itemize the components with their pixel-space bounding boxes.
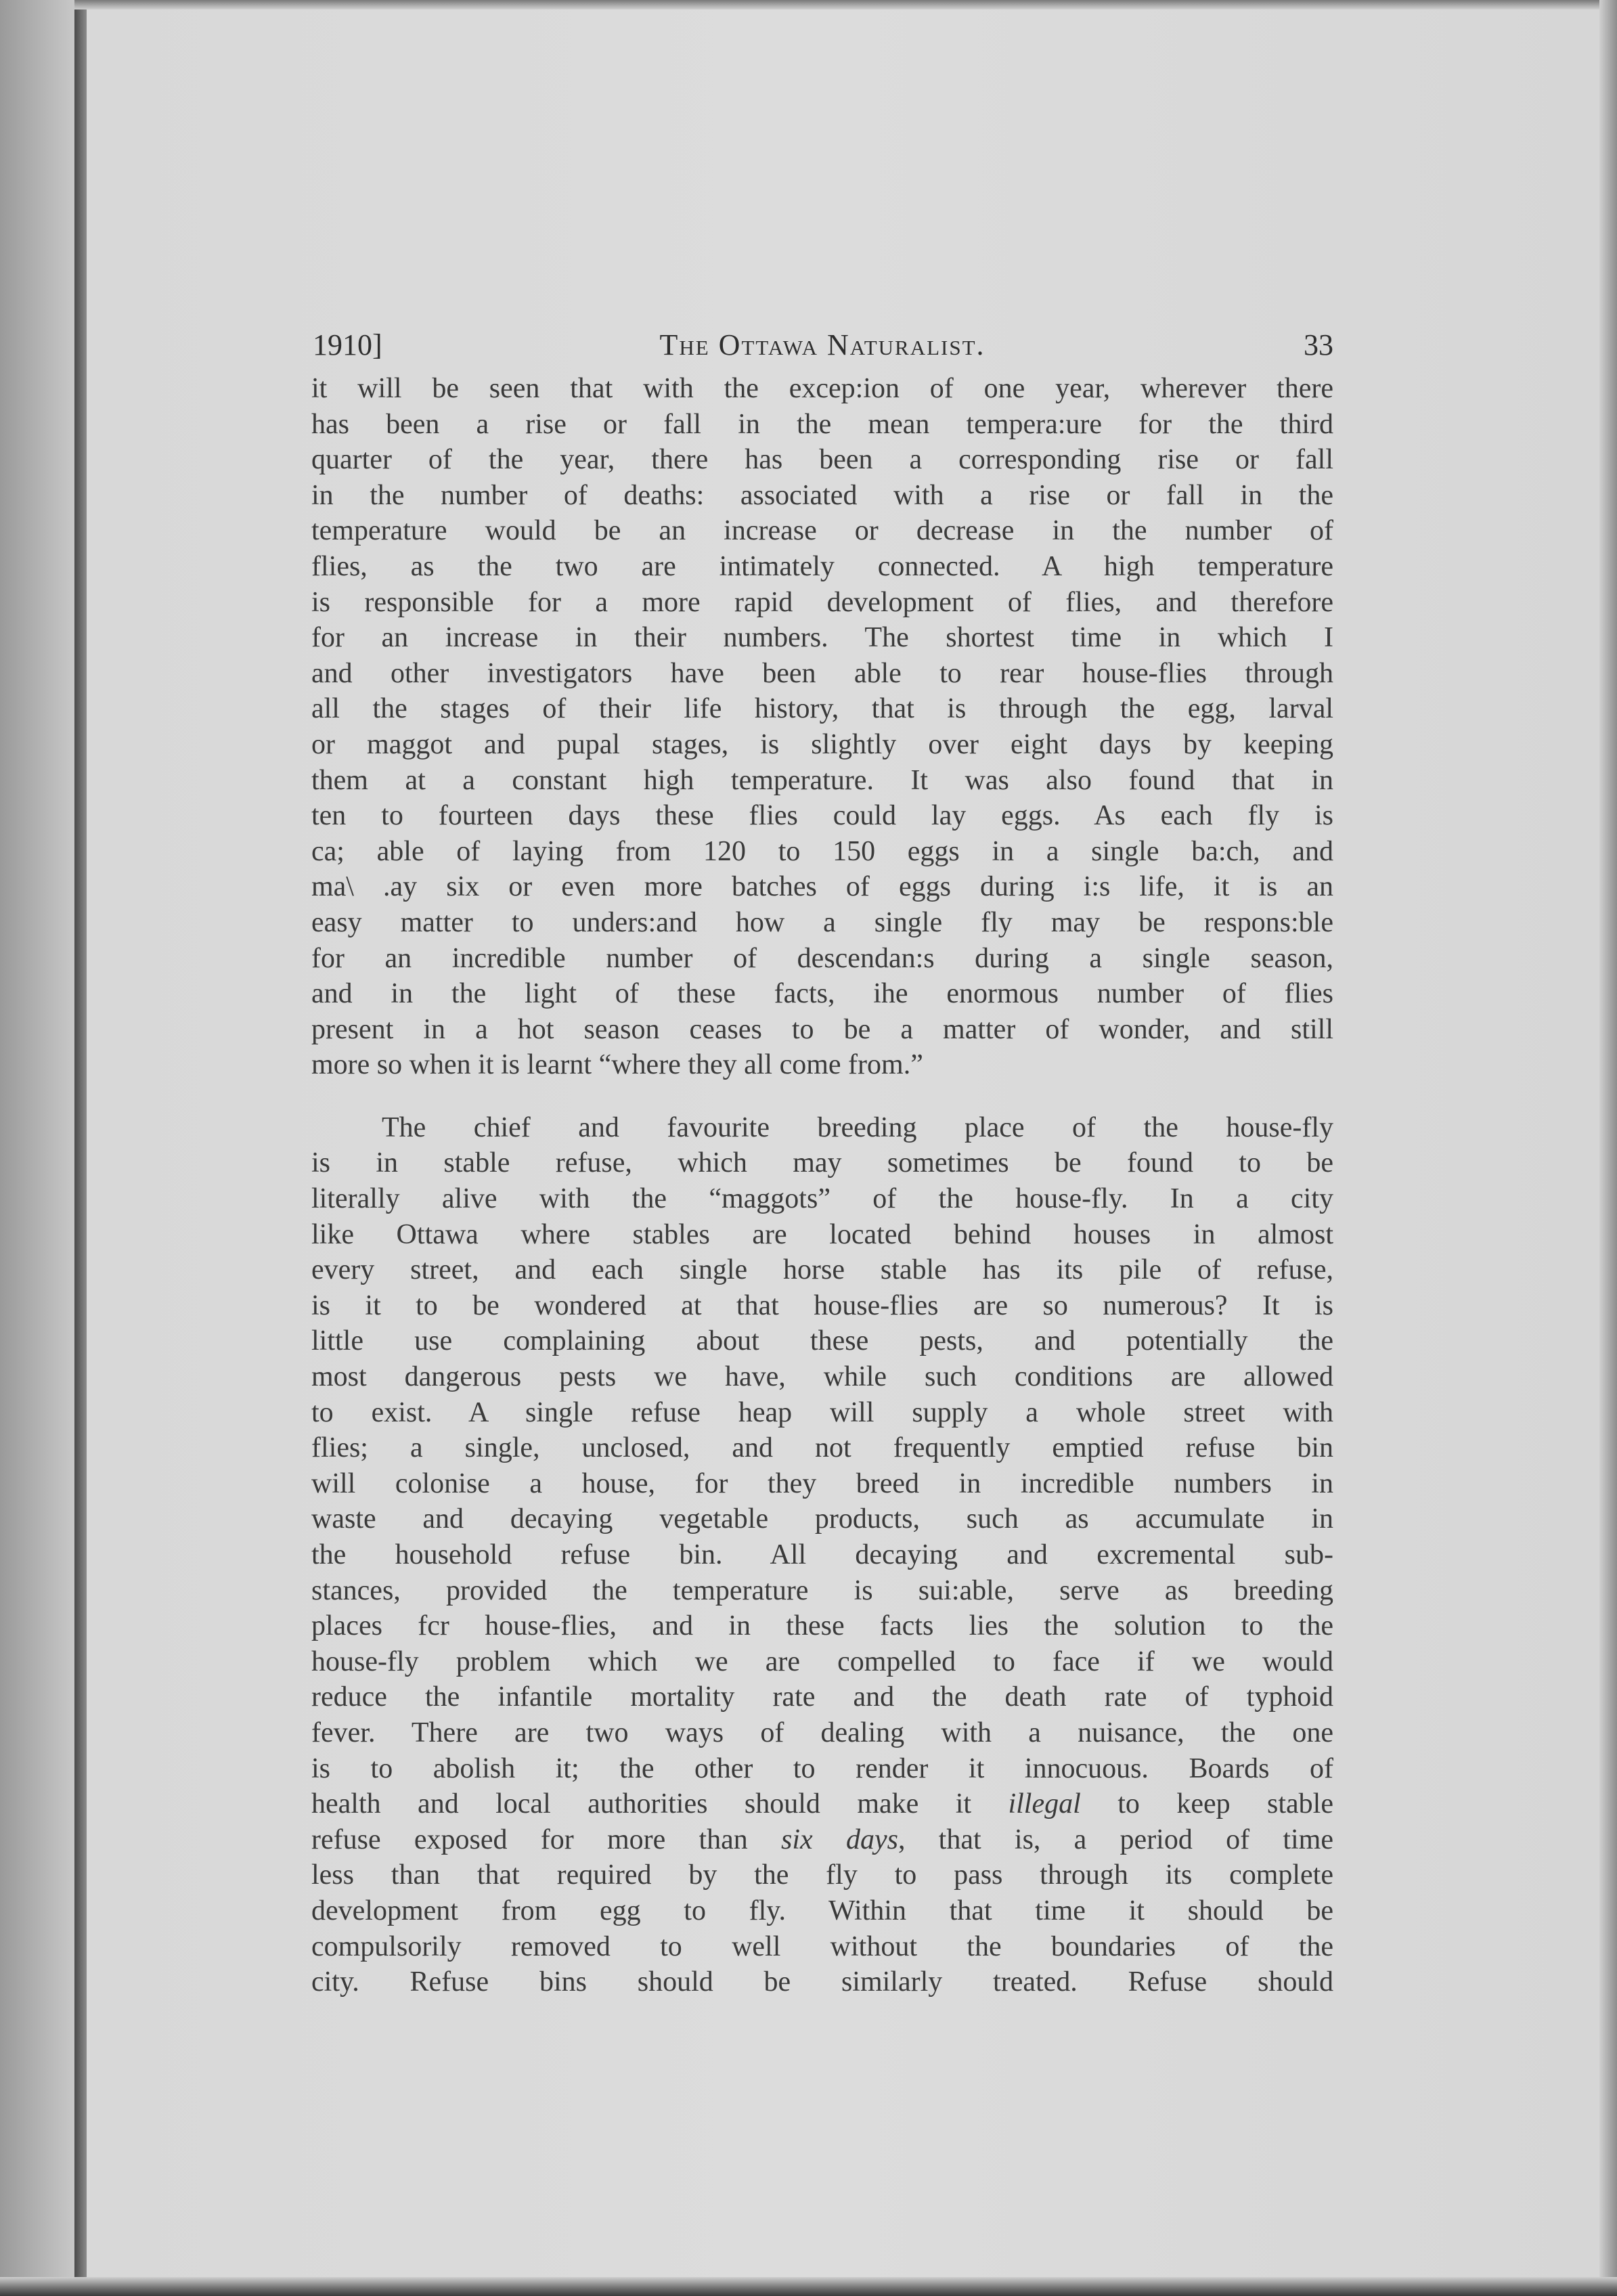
text-line: for an incredible number of descendan:s during a single season, <box>311 942 1333 974</box>
text-line: will colonise a house, for they breed in incredible numbers in <box>311 1467 1333 1499</box>
text-line: flies; a single, unclosed, and not frequently emptied refuse bin <box>311 1432 1333 1464</box>
text-line: the household refuse bin. All decaying and excremental sub- <box>311 1539 1333 1570</box>
text-line: or maggot and pupal stages, is slightly over eight days by keeping <box>311 728 1333 760</box>
text-line: quarter of the year, there has been a corresponding rise or fall <box>311 444 1333 476</box>
text-line: and other investigators have been able to rear house-flies through <box>311 657 1333 689</box>
text-line: to exist. A single refuse heap will supply a whole street with <box>311 1396 1333 1428</box>
text-line: city. Refuse bins should be similarly treated. Refuse should <box>311 1966 1333 1998</box>
text-line: ten to fourteen days these flies could lay eggs. As each fly is <box>311 800 1333 832</box>
text-line: more so when it is learnt “where they all come from.” <box>311 1049 923 1081</box>
text-line: ca; able of laying from 120 to 150 eggs in a single ba:ch, and <box>311 835 1333 867</box>
text-line: is to abolish it; the other to render it innocuous. Boards of <box>311 1752 1333 1784</box>
text-line: has been a rise or fall in the mean tempera:ure for the third <box>311 408 1333 440</box>
text-line: house-fly problem which we are compelled to face if we would <box>311 1646 1333 1677</box>
text-line: it will be seen that with the excep:ion of one year, wherever there <box>311 373 1333 404</box>
text-line: reduce the infantile mortality rate and the death rate of typhoid <box>311 1681 1333 1713</box>
text-line: refuse exposed for more than six days, that is, a period of time <box>311 1824 1333 1855</box>
page-number: 33 <box>1304 328 1333 361</box>
text-line: places fcr house-flies, and in these facts lies the solution to the <box>311 1610 1333 1642</box>
text-line: is in stable refuse, which may sometimes be found to be <box>311 1147 1333 1179</box>
text-line: waste and decaying vegetable products, such as accumulate in <box>311 1503 1333 1535</box>
text-line: present in a hot season ceases to be a matter of wonder, and still <box>311 1013 1333 1045</box>
text-line: like Ottawa where stables are located behind houses in almost <box>311 1218 1333 1250</box>
text-line: fever. There are two ways of dealing with a nuisance, the one <box>311 1717 1333 1748</box>
text-line: ma\ .ay six or even more batches of eggs during i:s life, it is an <box>311 871 1333 903</box>
text-line: development from egg to fly. Within that time it should be <box>311 1895 1333 1926</box>
text-line: The chief and favourite breeding place of the house-fly <box>382 1111 1333 1143</box>
emphasis-illegal: illegal <box>1008 1788 1081 1820</box>
text-line: every street, and each single horse stable has its pile of refuse, <box>311 1254 1333 1286</box>
text-line: them at a constant high temperature. It was also found that in <box>311 764 1333 796</box>
text-line: is it to be wondered at that house-flies are so numerous? It is <box>311 1289 1333 1321</box>
scan-bottom-edge <box>0 2277 1617 2296</box>
paragraph-2 <box>311 1110 1333 2000</box>
text-line: in the number of deaths: associated with a rise or fall in the <box>311 479 1333 511</box>
scan-top-edge <box>74 0 1617 9</box>
header-journal-title: The Ottawa Naturalist. <box>659 328 985 361</box>
text-line: less than that required by the fly to pass through its complete <box>311 1859 1333 1891</box>
running-header <box>311 318 1333 366</box>
text-line: flies, as the two are intimately connected. A high temperature <box>311 550 1333 582</box>
text-line: little use complaining about these pests, and potentially the <box>311 1325 1333 1357</box>
text-line: compulsorily removed to well without the boundaries of the <box>311 1930 1333 1962</box>
text-line: easy matter to unders:and how a single fly may be respons:ble <box>311 906 1333 938</box>
text-line: for an increase in their numbers. The shortest time in which I <box>311 622 1333 654</box>
text-line: is responsible for a more rapid development of flies, and therefore <box>311 586 1333 618</box>
scan-left-edge <box>74 0 87 2296</box>
text-line: health and local authorities should make it illegal to keep stable <box>311 1788 1333 1820</box>
scan-left-margin <box>0 0 74 2296</box>
text-line: literally alive with the “maggots” of the house-fly. In a city <box>311 1183 1333 1215</box>
paragraph-1 <box>311 371 1333 1083</box>
book-page <box>311 318 1333 2000</box>
text-line: and in the light of these facts, ihe enormous number of flies <box>311 978 1333 1010</box>
text-line: most dangerous pests we have, while such conditions are allowed <box>311 1361 1333 1393</box>
text-line: all the stages of their life history, that is through the egg, larval <box>311 693 1333 725</box>
text-line: stances, provided the temperature is sui:able, serve as breeding <box>311 1574 1333 1606</box>
text-line: temperature would be an increase or decrease in the number of <box>311 515 1333 547</box>
emphasis-six-days: six days <box>781 1824 898 1855</box>
scan-right-edge <box>1599 0 1617 2296</box>
header-year: 1910] <box>313 328 382 361</box>
